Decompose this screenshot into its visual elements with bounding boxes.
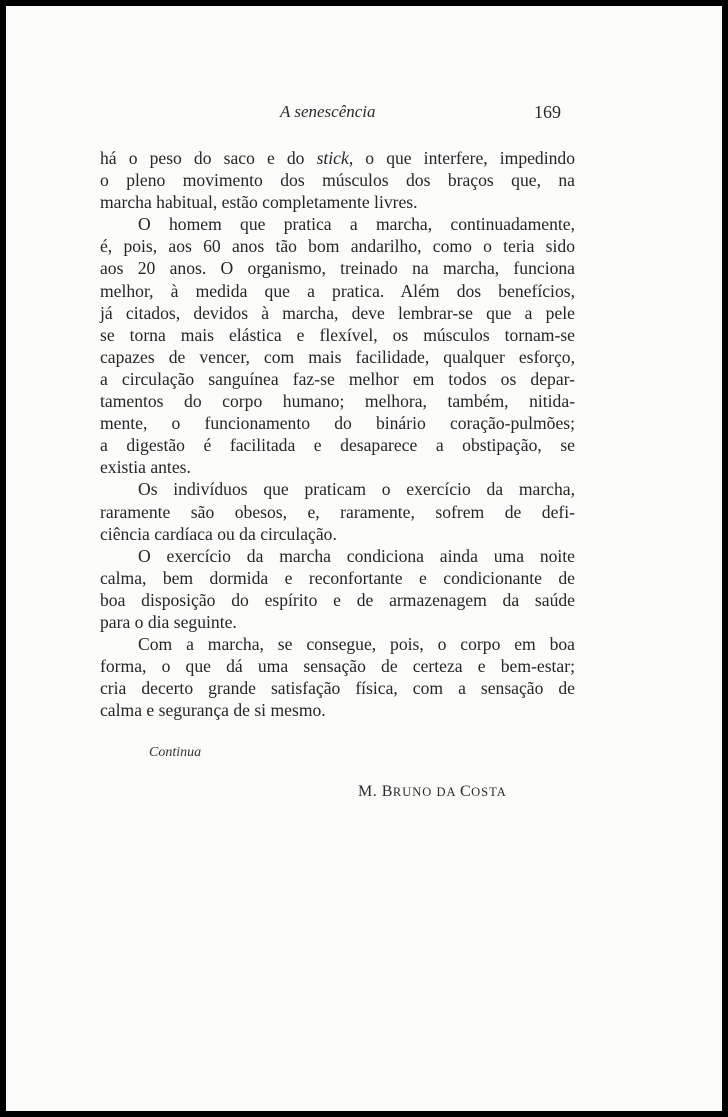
text-segment: a circulação sanguínea faz-se melhor em todos os depar-	[100, 368, 575, 389]
author-signature	[358, 783, 507, 801]
signature-last-rest: OSTA	[471, 785, 507, 799]
text-line	[100, 434, 575, 456]
text-line	[100, 412, 575, 434]
page-header	[6, 102, 722, 128]
signature-initial: M.	[358, 783, 382, 800]
text-line	[100, 677, 575, 699]
signature-first-rest: RUNO	[392, 785, 433, 799]
text-line	[100, 213, 575, 235]
text-segment: aos 20 anos. O organismo, treinado na marcha, funciona	[100, 258, 575, 279]
text-segment: , o que interfere, impedindo	[348, 148, 576, 168]
text-segment: capazes de vencer, com mais facilidade, qualquer esforço,	[100, 346, 575, 367]
text-line	[100, 456, 575, 478]
signature-particle: DA	[432, 785, 460, 799]
text-segment: O homem que pratica a marcha, continuadamente,	[138, 214, 575, 235]
paragraph	[100, 478, 575, 544]
text-segment: tamentos do corpo humano; melhora, também, nitida-	[100, 391, 575, 412]
text-segment: a digestão é facilitada e desaparece a obstipação, se	[100, 435, 575, 456]
text-line	[100, 147, 575, 169]
signature-last-cap: C	[459, 783, 472, 800]
italic-term: stick	[316, 148, 349, 168]
body-text	[100, 147, 575, 721]
text-segment: O exercício da marcha condiciona ainda uma noite	[138, 545, 575, 566]
continua-note: Continua	[149, 745, 202, 760]
text-line	[100, 235, 575, 257]
text-segment: forma, o que dá uma sensação de certeza e bem-estar;	[100, 656, 575, 677]
text-segment: mente, o funcionamento do binário coração-pulmões;	[100, 413, 575, 434]
text-segment: cria decerto grande satisfação física, com a sensação de	[100, 678, 575, 699]
book-page	[6, 6, 722, 1111]
text-segment: calma, bem dormida e reconfortante e condicionante de	[100, 567, 575, 588]
paragraph	[100, 213, 575, 478]
text-segment: Com a marcha, se consegue, pois, o corpo em boa	[138, 634, 575, 655]
text-segment: calma e segurança de si mesmo.	[100, 700, 326, 721]
paragraph	[100, 545, 575, 633]
text-line	[100, 655, 575, 677]
text-line	[100, 390, 575, 412]
text-line	[100, 280, 575, 302]
text-line	[100, 257, 575, 279]
text-line	[100, 567, 575, 589]
text-segment: o pleno movimento dos músculos dos braços que, na	[100, 170, 575, 191]
text-line	[100, 523, 575, 545]
text-line	[100, 302, 575, 324]
text-segment: há o peso do saco e do	[100, 148, 317, 168]
text-segment: se torna mais elástica e flexível, os músculos tornam-se	[100, 324, 575, 345]
text-line	[100, 699, 575, 721]
text-segment: para o dia seguinte.	[100, 611, 237, 632]
text-line	[100, 545, 575, 567]
text-segment: Os indivíduos que praticam o exercício da marcha,	[138, 479, 575, 500]
text-line	[100, 346, 575, 368]
text-segment: já citados, devidos à marcha, deve lembrar-se que a pele	[100, 302, 575, 323]
text-line	[100, 589, 575, 611]
text-segment: raramente são obesos, e, raramente, sofrem de defi-	[100, 501, 575, 522]
text-segment: ciência cardíaca ou da circulação.	[100, 523, 337, 544]
text-line	[100, 368, 575, 390]
text-segment: marcha habitual, estão completamente livres.	[100, 192, 418, 213]
page-number: 169	[534, 102, 561, 122]
paragraph	[100, 633, 575, 721]
text-line	[100, 611, 575, 633]
text-segment: melhor, à medida que a pratica. Além dos benefícios,	[100, 280, 575, 301]
text-line	[100, 633, 575, 655]
paragraph	[100, 147, 575, 213]
text-line	[100, 478, 575, 500]
signature-first-cap: B	[381, 783, 393, 800]
text-segment: boa disposição do espírito e de armazenagem da saúde	[100, 589, 575, 610]
text-segment: existia antes.	[100, 457, 191, 478]
text-line	[100, 169, 575, 191]
running-title: A senescência	[280, 102, 376, 121]
text-line	[100, 324, 575, 346]
text-line	[100, 501, 575, 523]
text-segment: é, pois, aos 60 anos tão bom andarilho, como o teria sido	[100, 236, 575, 257]
text-line	[100, 191, 575, 213]
